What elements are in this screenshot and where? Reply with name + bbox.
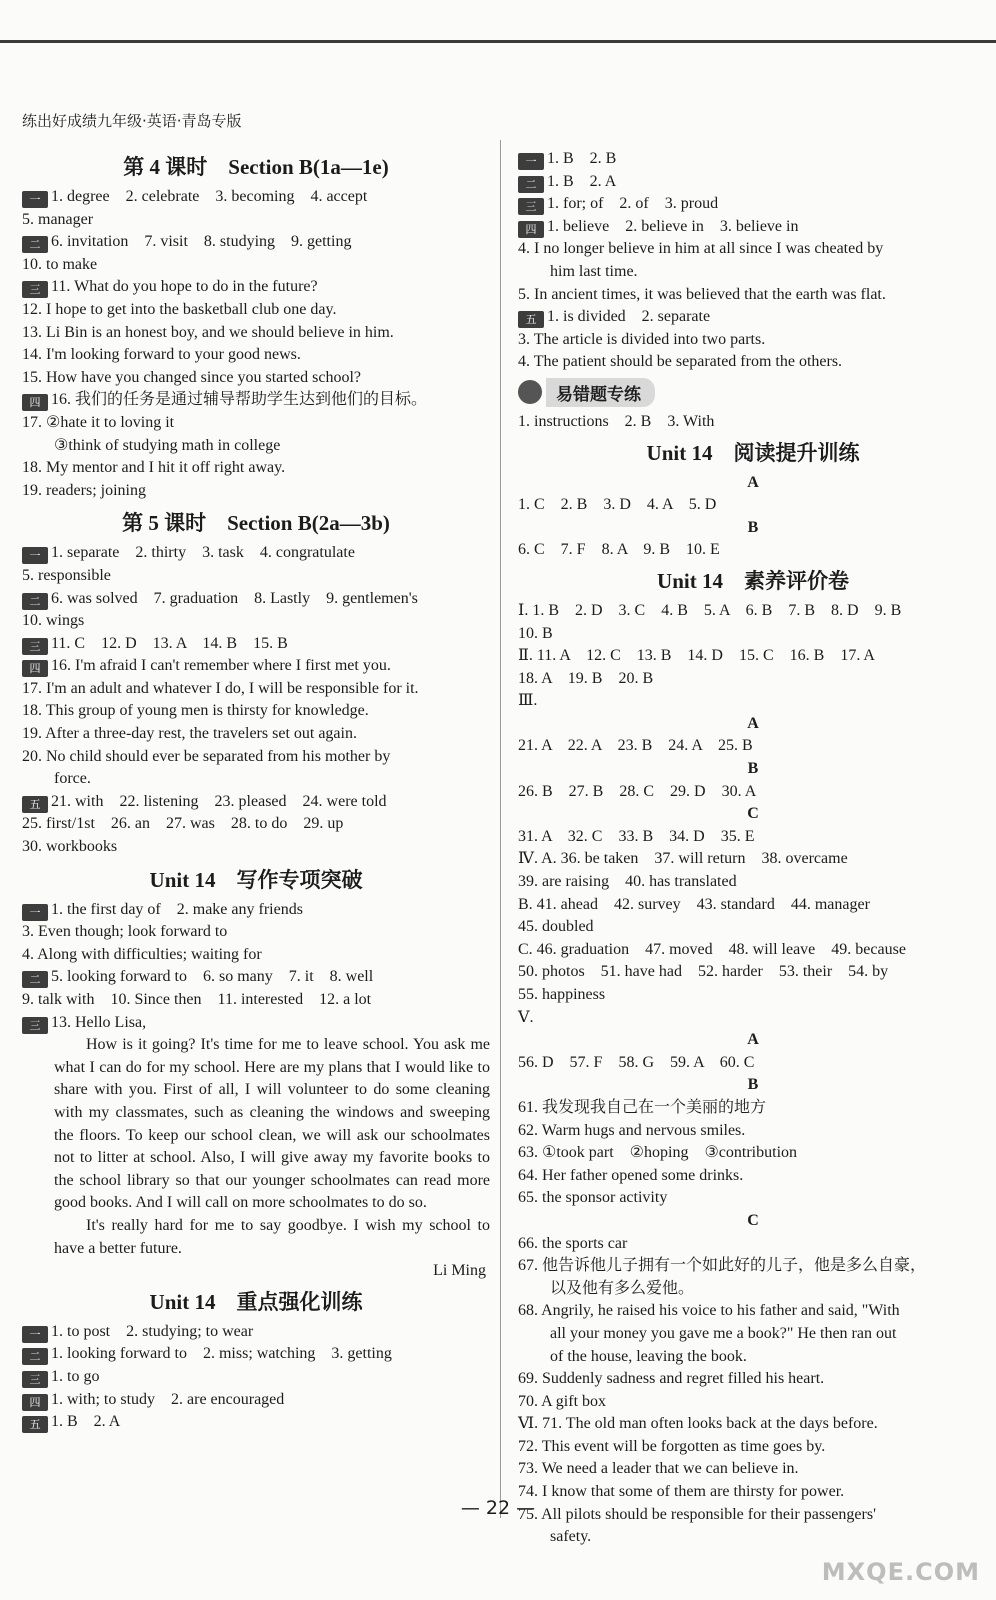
answer-line: 30. workbooks <box>22 838 118 856</box>
answer-line: 三 13. Hello Lisa, <box>22 1012 490 1035</box>
section-tag: 四 <box>518 221 544 238</box>
section-tag: 三 <box>22 1371 48 1388</box>
section-tag: 五 <box>22 796 48 813</box>
answer-line: 13. Li Bin is an honest boy, and we should believe in him. <box>22 323 394 341</box>
answer-line: 10. wings <box>22 612 85 630</box>
answer-line: 68. Angrily, he raised his voice to his father and said, "With <box>518 1302 900 1320</box>
subsection-label: B <box>747 518 759 536</box>
section-tag: 三 <box>22 1017 48 1034</box>
answer-line: 一 1. B 2. B <box>518 148 988 171</box>
answer-line: 25. first/1st 26. an 27. was 28. to do 29. up <box>22 815 344 833</box>
answer-line: 3. Even though; look forward to <box>22 923 228 941</box>
subsection-label: B <box>747 760 759 778</box>
answer-line: 一 1. the first day of 2. make any friends <box>22 899 490 922</box>
answer-line: 69. Suddenly sadness and regret filled his heart. <box>518 1370 825 1388</box>
answer-line: 63. ①took part ②hoping ③contribution <box>518 1144 798 1162</box>
answer-line: C. 46. graduation 47. moved 48. will leave 49. because <box>518 940 906 958</box>
answer-line: 三 11. What do you hope to do in the future? <box>22 276 490 299</box>
answer-line: Ⅴ. <box>518 1008 534 1026</box>
answer-line: Ⅱ. 11. A 12. C 13. B 14. D 15. C 16. B 17. A <box>518 647 875 665</box>
answer-line: 64. Her father opened some drinks. <box>518 1166 744 1184</box>
answer-line: 66. the sports car <box>518 1234 628 1252</box>
column-divider <box>500 140 501 1518</box>
answer-line: 17. ②hate it to loving it <box>22 413 175 431</box>
section-tag: 五 <box>518 311 544 328</box>
section-tag: 一 <box>518 153 544 170</box>
answer-line: 6. C 7. F 8. A 9. B 10. E <box>518 541 720 559</box>
answer-line: 18. My mentor and I hit it off right away. <box>22 459 286 477</box>
answer-line: 74. I know that some of them are thirsty for power. <box>518 1483 845 1501</box>
answer-line: 4. Along with difficulties; waiting for <box>22 945 262 963</box>
section-tag: 一 <box>22 1326 48 1343</box>
answer-line: 55. happiness <box>518 986 606 1003</box>
answer-line: 15. How have you changed since you started school? <box>22 368 362 386</box>
answer-line: 31. A 32. C 33. B 34. D 35. E <box>518 827 755 845</box>
subsection-label: A <box>747 1031 759 1049</box>
answer-line: 18. This group of young men is thirsty for knowledge. <box>22 702 369 720</box>
answer-line: 65. the sponsor activity <box>518 1189 668 1207</box>
answer-line: force. <box>54 770 91 788</box>
answer-line: Ⅲ. <box>518 692 538 710</box>
section-tag: 二 <box>518 176 544 193</box>
answer-line: 19. After a three-day rest, the travelers set out again. <box>22 725 357 743</box>
answer-line: ③think of studying math in college <box>54 436 281 454</box>
section-tag: 四 <box>22 660 48 677</box>
subsection-label: A <box>747 473 759 491</box>
answer-line: 39. are raising 40. has translated <box>518 873 737 891</box>
section-tag: 二 <box>22 1348 48 1365</box>
subsection-label: B <box>747 1076 759 1094</box>
answer-line: 四 1. believe 2. believe in 3. believe in <box>518 216 988 239</box>
section-tag: 一 <box>22 547 48 564</box>
answer-line: B. 41. ahead 42. survey 43. standard 44. manager <box>518 895 870 913</box>
answer-line: him last time. <box>550 262 638 280</box>
answer-line: 5. responsible <box>22 566 111 584</box>
answer-line: 50. photos 51. have had 52. harder 53. their 54. by <box>518 963 889 981</box>
essay-paragraph: It's really hard for me to say goodbye. I wish my school to have a better future. <box>54 1216 490 1257</box>
answer-line: 五 21. with 22. listening 23. pleased 24. were told <box>22 791 490 814</box>
answer-line: 以及他有多么爱他。 <box>550 1279 695 1297</box>
subsection-label: A <box>747 714 759 732</box>
answer-line: 三 1. for; of 2. of 3. proud <box>518 193 988 216</box>
answer-line: 72. This event will be forgotten as time goes by. <box>518 1437 826 1455</box>
exam-title: Unit 14 素养评价卷 <box>657 568 849 593</box>
answer-line: 5. In ancient times, it was believed that the earth was flat. <box>518 285 886 303</box>
answer-line: 五 1. B 2. A <box>22 1411 490 1434</box>
section-tag: 一 <box>22 191 48 208</box>
section-tag: 二 <box>22 236 48 253</box>
answer-line: Ⅵ. 71. The old man often looks back at the days before. <box>518 1415 878 1433</box>
answer-line: 一 1. degree 2. celebrate 3. becoming 4. accept <box>22 186 490 209</box>
answer-line: 四 16. I'm afraid I can't remember where I first met you. <box>22 655 490 678</box>
answer-line: 17. I'm an adult and whatever I do, I will be responsible for it. <box>22 679 419 697</box>
answer-line: 三 11. C 12. D 13. A 14. B 15. B <box>22 633 490 656</box>
answer-line: 4. The patient should be separated from the others. <box>518 353 843 371</box>
section-tag: 三 <box>518 198 544 215</box>
answer-line: 67. 他告诉他儿子拥有一个如此好的儿子，他是多么自豪， <box>518 1257 927 1275</box>
answer-line: 75. All pilots should be responsible for their passengers' <box>518 1505 876 1523</box>
page-number: — 22 — <box>460 1497 536 1519</box>
answer-line: 三 1. to go <box>22 1366 490 1389</box>
answer-line: all your money you gave me a book?" He then ran out <box>550 1324 897 1342</box>
left-column <box>22 148 490 1434</box>
answer-line: 四 1. with; to study 2. are encouraged <box>22 1389 490 1412</box>
answer-line: 五 1. is divided 2. separate <box>518 306 988 329</box>
answer-line: 5. manager <box>22 210 94 228</box>
answer-line: 1. C 2. B 3. D 4. A 5. D <box>518 496 717 514</box>
section-tag: 三 <box>22 638 48 655</box>
top-rule <box>0 40 996 43</box>
badge-icon <box>518 380 542 404</box>
section-tag: 一 <box>22 904 48 921</box>
answer-line: safety. <box>550 1528 592 1546</box>
answer-line: of the house, leaving the book. <box>550 1347 747 1365</box>
watermark: MXQE.COM <box>821 1558 980 1586</box>
answer-line: 10. to make <box>22 255 98 273</box>
answer-line: 一 1. to post 2. studying; to wear <box>22 1321 490 1344</box>
section-tag: 四 <box>22 1394 48 1411</box>
lesson4-title: 第 4 课时 Section B(1a—1e) <box>123 155 389 179</box>
answer-line: Ⅳ. A. 36. be taken 37. will return 38. overcame <box>518 850 848 868</box>
section-tag: 二 <box>22 593 48 610</box>
answer-line: 14. I'm looking forward to your good news. <box>22 346 301 364</box>
answer-line: 二 5. looking forward to 6. so many 7. it 8. well <box>22 966 490 989</box>
answer-line: 56. D 57. F 58. G 59. A 60. C <box>518 1053 755 1071</box>
answer-line: 26. B 27. B 28. C 29. D 30. A <box>518 782 757 800</box>
answer-line: 1. instructions 2. B 3. With <box>518 412 715 430</box>
answer-line: 18. A 19. B 20. B <box>518 669 654 687</box>
answer-line: 二 1. B 2. A <box>518 171 988 194</box>
section-tag: 五 <box>22 1416 48 1433</box>
answer-line: 10. B <box>518 624 553 642</box>
answer-line: 二 6. was solved 7. graduation 8. Lastly 9. gentlemen's <box>22 588 490 611</box>
answer-line: 12. I hope to get into the basketball club one day. <box>22 300 337 318</box>
answer-line: 4. I no longer believe in him at all since I was cheated by <box>518 240 884 258</box>
writing-title: Unit 14 写作专项突破 <box>149 867 363 892</box>
essay-paragraph: How is it going? It's time for me to leave school. You ask me what I can do for my school. Here are my plans that I would like to share with you. First of all, I will volunteer to do some cleaning with my classmates, such as cleaning the windows and sweeping the floors. To keep our school clean, we will ask our schoolmates not to litter at school. Also, I will give away my favorite books to the school library so that our younger schoolmates can read more good books. And I will call on more schoolmates to do so. <box>54 1036 490 1212</box>
answer-line: 45. doubled <box>518 918 594 936</box>
answer-line: 9. talk with 10. Since then 11. interested 12. a lot <box>22 991 372 1008</box>
answer-line: 21. A 22. A 23. B 24. A 25. B <box>518 737 753 755</box>
right-column <box>518 148 988 1549</box>
essay-signature: Li Ming <box>433 1262 486 1280</box>
key-training-title: Unit 14 重点强化训练 <box>149 1289 363 1314</box>
section-tag: 四 <box>22 394 48 411</box>
answer-line: 3. The article is divided into two parts. <box>518 330 766 348</box>
answer-line: 62. Warm hugs and nervous smiles. <box>518 1121 746 1139</box>
answer-line: 70. A gift box <box>518 1392 607 1410</box>
answer-line: 20. No child should ever be separated from his mother by <box>22 747 391 765</box>
lesson5-title: 第 5 课时 Section B(2a—3b) <box>122 511 390 536</box>
answer-line: 二 1. looking forward to 2. miss; watching 3. getting <box>22 1343 490 1366</box>
badge-label: 易错题专练 <box>546 378 655 407</box>
answer-line: 61. 我发现我自己在一个美丽的地方 <box>518 1098 767 1116</box>
reading-title: Unit 14 阅读提升训练 <box>646 440 860 465</box>
answer-line: 四 16. 我们的任务是通过辅导帮助学生达到他们的目标。 <box>22 389 490 412</box>
section-tag: 三 <box>22 281 48 298</box>
section-tag: 二 <box>22 971 48 988</box>
answer-line: Ⅰ. 1. B 2. D 3. C 4. B 5. A 6. B 7. B 8. D 9. B <box>518 601 902 619</box>
answer-line: 一 1. separate 2. thirty 3. task 4. congratulate <box>22 542 490 565</box>
answer-line: 二 6. invitation 7. visit 8. studying 9. getting <box>22 231 490 254</box>
error-practice-badge <box>518 378 655 407</box>
answer-line: 73. We need a leader that we can believe in. <box>518 1460 799 1478</box>
subsection-label: C <box>747 805 759 823</box>
subsection-label: C <box>747 1211 759 1229</box>
book-header: 练出好成绩九年级·英语·青岛专版 <box>22 112 242 130</box>
answer-line: 19. readers; joining <box>22 481 146 499</box>
